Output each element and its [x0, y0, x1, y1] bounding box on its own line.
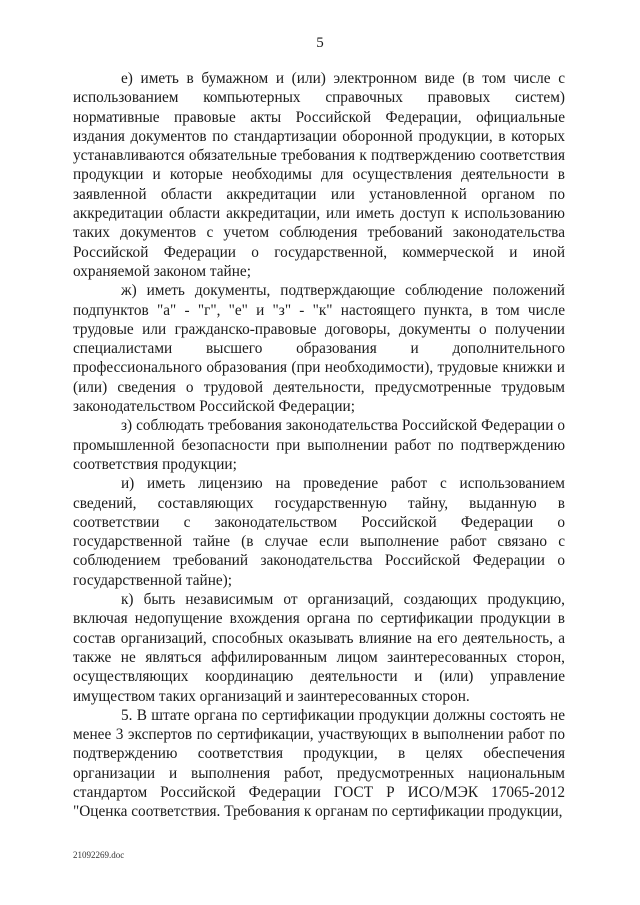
paragraph-5: 5. В штате органа по сертификации продукции должны состоять не менее 3 экспертов по сертификации, участвующих в выполнении работ по подтверждению соответствия продукции, в целях обеспечения организации и выполнения работ, предусмотренных национальным стандартом Российской Федерации ГОСТ Р ИСО/МЭК 17065-2012 "Оценка соответствия. Требования к органам по сертификации продукции,: [73, 706, 565, 821]
page-number: 5: [316, 35, 324, 51]
paragraph-zh: ж) иметь документы, подтверждающие соблюдение положений подпунктов "а" - "г", "е" и "з" - "к" настоящего пункта, в том числе трудовые или гражданско-правовые договоры, документы о получении специалистами высшего образования и дополнительного профессионального образования (при необходимости), трудовые книжки и (или) сведения о трудовой деятельности, предусмотренные трудовым законодательством Российской Федерации;: [73, 282, 565, 416]
document-body: [73, 69, 565, 822]
paragraph-i: и) иметь лицензию на проведение работ с использованием сведений, составляющих государственную тайну, выданную в соответствии с законодательством Российской Федерации о государственной тайне (в случае если выполнение работ связано с соблюдением требований законодательства Российской Федерации о государственной тайне);: [73, 475, 565, 589]
paragraph-k: к) быть независимым от организаций, создающих продукцию, включая недопущение вхождения органа по сертификации продукции в состав организаций, способных оказывать влияние на его деятельность, а также не являться аффилированным лицом заинтересованных сторон, осуществляющих координацию деятельности и (или) управление имуществом таких организаций и заинтересованных сторон.: [73, 591, 565, 705]
paragraph-z: з) соблюдать требования законодательства Российской Федерации о промышленной безопасности при выполнении работ по подтверждению соответствия продукции;: [73, 417, 565, 473]
paragraph-e: е) иметь в бумажном и (или) электронном виде (в том числе с использованием компьютерных справочных правовых систем) нормативные правовые акты Российской Федерации, официальные издания документов по стандартизации оборонной продукции, в которых устанавливаются обязательные требования к подтверждению соответствия продукции и которые необходимы для осуществления деятельности в заявленной области аккредитации или установленной органом по аккредитации области аккредитации, или иметь доступ к использованию таких документов с учетом соблюдения требований законодательства Российской Федерации о государственной, коммерческой и иной охраняемой законом тайне;: [73, 70, 565, 280]
footer-filename: 21092269.doc: [73, 850, 125, 860]
